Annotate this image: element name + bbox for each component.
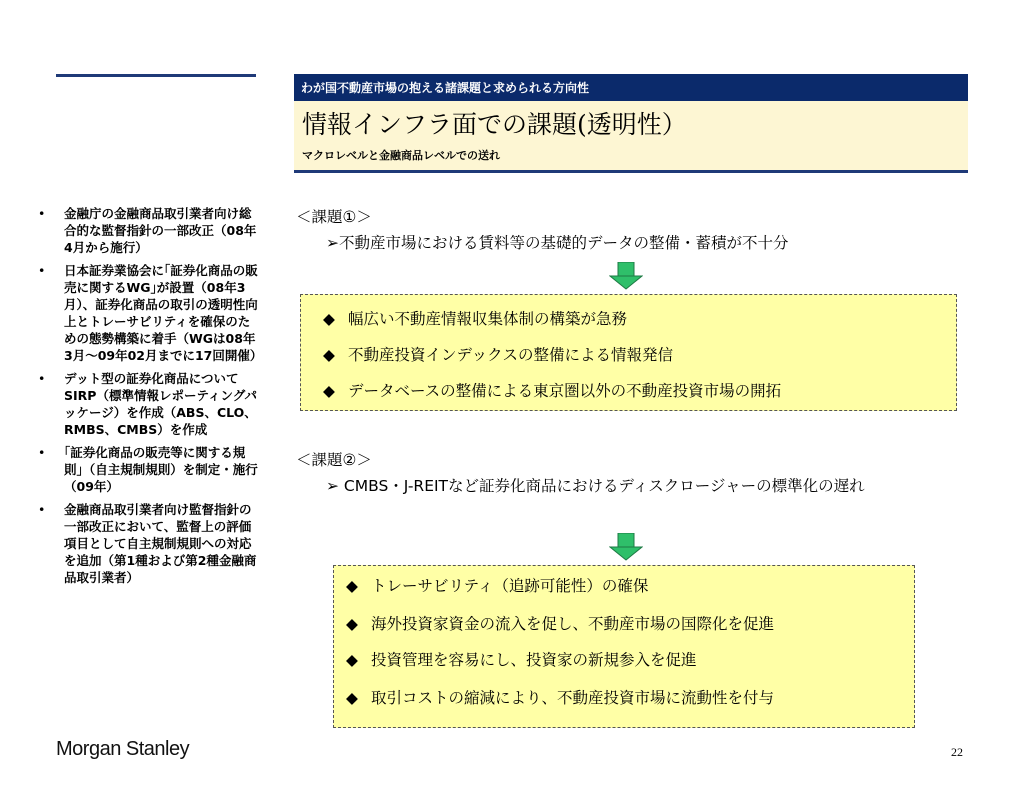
issue2-results-box xyxy=(333,565,915,728)
diamond-icon: ◆ xyxy=(346,651,358,669)
result-text: 取引コストの縮減により、不動産投資市場に流動性を付与 xyxy=(370,689,774,707)
sidebar-item xyxy=(38,501,260,586)
diamond-icon: ◆ xyxy=(346,577,358,595)
diamond-icon: ◆ xyxy=(323,382,335,400)
issue2-result xyxy=(338,612,774,634)
issue1-result xyxy=(315,379,781,401)
issue1-result xyxy=(315,343,673,365)
issue1-results-box xyxy=(300,294,957,411)
issue1-result xyxy=(315,307,627,329)
bullet-icon: • xyxy=(38,206,46,221)
top-left-rule xyxy=(56,74,256,77)
result-text: 不動産投資インデックスの整備による情報発信 xyxy=(347,346,673,364)
sidebar-item xyxy=(38,262,263,364)
sidebar-list xyxy=(38,205,263,592)
issue2-item: ➢ CMBS・J-REITなど証券化商品におけるディスクロージャーの標準化の遅れ xyxy=(326,477,865,495)
page-subtitle: マクロレベルと金融商品レベルでの送れ xyxy=(302,149,500,162)
result-text: 幅広い不動産情報収集体制の構築が急務 xyxy=(347,310,627,328)
result-text: データベースの整備による東京圏以外の不動産投資市場の開拓 xyxy=(347,382,782,400)
diamond-icon: ◆ xyxy=(323,310,335,328)
section-title: わが国不動産市場の抱える諸課題と求められる方向性 xyxy=(301,81,590,95)
page-number: 22 xyxy=(951,745,963,759)
sidebar-item xyxy=(38,205,260,256)
sidebar-item-text: 金融商品取引業者向け監督指針の一部改正において、監督上の評価項目として自主規制規則への対応を追加（第1種および第2種金融商品取引業者） xyxy=(64,502,257,585)
issue2-result xyxy=(338,574,648,596)
result-text: 投資管理を容易にし、投資家の新規参入を促進 xyxy=(370,651,697,669)
down-arrow-icon xyxy=(609,533,643,561)
page-title: 情報インフラ面での課題(透明性） xyxy=(302,110,687,139)
issue2-heading: ＜課題②＞ xyxy=(296,451,372,469)
bullet-icon: • xyxy=(38,502,46,517)
result-text: トレーサビリティ（追跡可能性）の確保 xyxy=(370,577,649,595)
sidebar-item-text: 金融庁の金融商品取引業者向け総合的な監督指針の一部改正（08年4月から施行） xyxy=(64,206,257,255)
down-arrow-icon xyxy=(609,262,643,290)
diamond-icon: ◆ xyxy=(323,346,335,364)
issue2-result xyxy=(338,648,696,670)
title-box xyxy=(294,101,968,173)
sidebar-item-text: 日本証券業協会に｢証券化商品の販売に関するWG｣が設置（08年3月）、証券化商品の取引の透明性向上とトレーサビリティを確保のための態勢構築に着手（WGは08年3月～09年02月までに17回開催） xyxy=(64,263,263,363)
result-text: 海外投資家資金の流入を促し、不動産市場の国際化を促進 xyxy=(370,615,774,633)
diamond-icon: ◆ xyxy=(346,615,358,633)
diamond-icon: ◆ xyxy=(346,689,358,707)
issue2-result xyxy=(338,686,774,708)
sidebar-item xyxy=(38,444,260,495)
sidebar-item xyxy=(38,370,260,438)
morgan-stanley-logo: Morgan Stanley xyxy=(56,738,190,760)
bullet-icon: • xyxy=(38,445,46,460)
issue1-item: ➢不動産市場における賃料等の基礎的データの整備・蓄積が不十分 xyxy=(326,234,789,252)
sidebar-item-text: デット型の証券化商品についてSIRP（標準情報レポーティングパッケージ）を作成（ABS、CLO、RMBS、CMBS）を作成 xyxy=(64,371,257,437)
bullet-icon: • xyxy=(38,371,46,386)
section-header-bar xyxy=(294,74,968,101)
issue1-heading: ＜課題①＞ xyxy=(296,208,372,226)
bullet-icon: • xyxy=(38,263,46,278)
sidebar-item-text: ｢証券化商品の販売等に関する規則｣（自主規制規則）を制定・施行（09年） xyxy=(64,445,258,494)
